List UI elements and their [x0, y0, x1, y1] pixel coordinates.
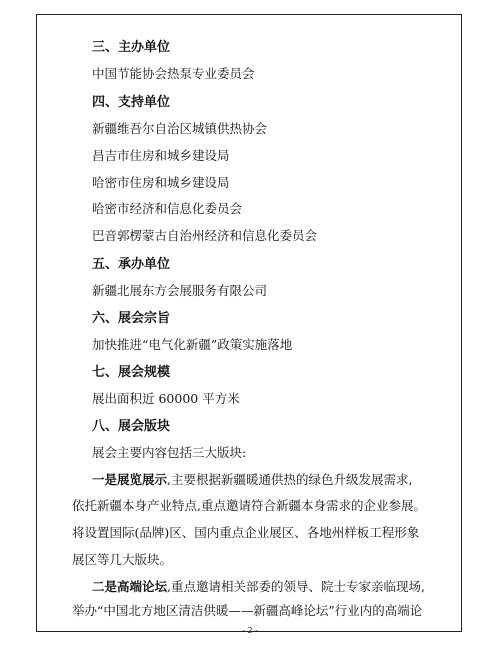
page-number: - 2 -: [242, 626, 258, 635]
exhibition-lead: 一是展览展示: [92, 472, 168, 487]
scale-item: 展出面积近 60000 平方米: [92, 391, 240, 406]
section-heading-scale: 七、展会规模: [92, 365, 171, 380]
supporter-item: 昌吉市住房和城乡建设局: [92, 148, 230, 163]
organizer-item: 中国节能协会热泵专业委员会: [92, 66, 255, 81]
forum-paragraph-line: 举办“中国北方地区清洁供暖——新疆高峰论坛”行业内的高端论: [72, 603, 423, 618]
section-heading-purpose: 六、展会宗旨: [92, 311, 171, 326]
section-heading-supporters: 四、支持单位: [92, 95, 171, 110]
supporter-item: 哈密市住房和城乡建设局: [92, 175, 230, 190]
exhibition-paragraph-line: [92, 474, 412, 487]
exhibition-line1-text: ,主要根据新疆暖通供热的绿色升级发展需求,: [167, 472, 413, 487]
section-heading-sectors: 八、展会版块: [92, 419, 171, 434]
exhibition-paragraph-line: 将设置国际(品牌)区、国内重点企业展区、各地州样板工程形象: [72, 525, 420, 540]
supporter-item: 哈密市经济和信息化委员会: [92, 201, 243, 216]
sectors-intro: 展会主要内容包括三大版块:: [92, 445, 247, 460]
section-heading-undertaker: 五、承办单位: [92, 257, 171, 272]
purpose-item: 加快推进“电气化新疆”政策实施落地: [92, 337, 293, 352]
exhibition-paragraph-line: 展区等几大版块。: [72, 552, 173, 567]
section-heading-organizer: 三、主办单位: [92, 40, 171, 55]
forum-line1-text: ,重点邀请相关部委的领导、院士专家亲临现场,: [167, 579, 425, 594]
supporter-item: 巴音郭楞蒙古自治州经济和信息化委员会: [92, 228, 318, 243]
undertaker-item: 新疆北展东方会展服务有限公司: [92, 283, 268, 298]
supporter-item: 新疆维吾尔自治区城镇供热协会: [92, 121, 268, 136]
forum-paragraph-line: [92, 581, 425, 594]
forum-lead: 二是高端论坛: [92, 579, 168, 594]
exhibition-paragraph-line: 依托新疆本身产业特点,重点邀请符合新疆本身需求的企业参展。: [72, 498, 426, 513]
